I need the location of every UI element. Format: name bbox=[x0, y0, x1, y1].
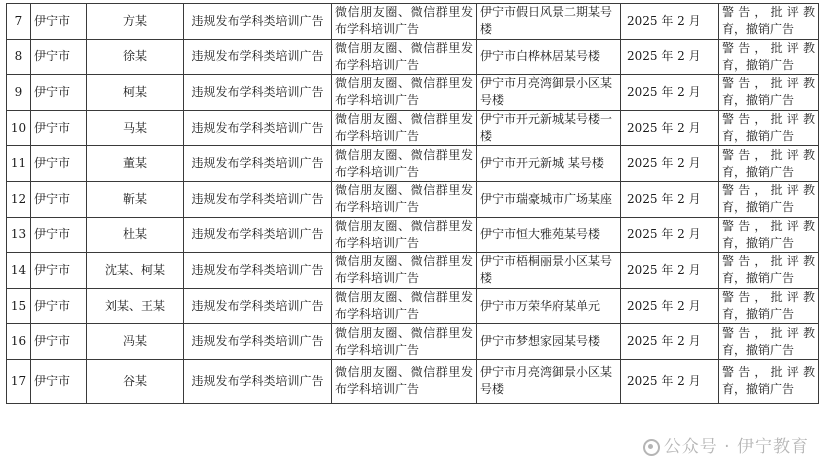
date-cell: 2025 年 2 月 bbox=[621, 253, 719, 289]
table-row bbox=[7, 4, 819, 40]
row-index: 17 bbox=[7, 359, 31, 403]
violation-type-cell: 违规发布学科类培训广告 bbox=[184, 75, 332, 111]
row-index: 7 bbox=[7, 4, 31, 40]
penalty-cell: 警 告 ， 批 评 教育，撤销广告 bbox=[719, 4, 819, 40]
name-cell: 谷某 bbox=[87, 359, 184, 403]
penalty-cell: 警 告 ， 批 评 教育，撤销广告 bbox=[719, 288, 819, 324]
address-cell: 伊宁市万荣华府某单元 bbox=[477, 288, 621, 324]
name-cell: 刘某、王某 bbox=[87, 288, 184, 324]
date-cell: 2025 年 2 月 bbox=[621, 324, 719, 360]
violation-type-cell: 违规发布学科类培训广告 bbox=[184, 253, 332, 289]
penalty-cell: 警 告 ， 批 评 教育，撤销广告 bbox=[719, 75, 819, 111]
table-row bbox=[7, 181, 819, 217]
address-cell: 伊宁市白桦林居某号楼 bbox=[477, 39, 621, 75]
city-cell: 伊宁市 bbox=[31, 110, 87, 146]
address-cell: 伊宁市开元新城某号楼一楼 bbox=[477, 110, 621, 146]
date-cell: 2025 年 2 月 bbox=[621, 146, 719, 182]
penalty-cell: 警 告 ， 批 评 教育，撤销广告 bbox=[719, 217, 819, 253]
penalty-cell: 警 告 ， 批 评 教育，撤销广告 bbox=[719, 146, 819, 182]
address-cell: 伊宁市月亮湾御景小区某号楼 bbox=[477, 75, 621, 111]
address-cell: 伊宁市梧桐丽景小区某号楼 bbox=[477, 253, 621, 289]
penalty-cell: 警 告 ， 批 评 教育，撤销广告 bbox=[719, 110, 819, 146]
channel-cell: 微信朋友圈、微信群里发布学科培训广告 bbox=[332, 146, 477, 182]
table-row bbox=[7, 110, 819, 146]
wechat-icon bbox=[643, 439, 660, 456]
violation-type-cell: 违规发布学科类培训广告 bbox=[184, 181, 332, 217]
row-index: 9 bbox=[7, 75, 31, 111]
watermark bbox=[643, 432, 809, 457]
date-cell: 2025 年 2 月 bbox=[621, 217, 719, 253]
row-index: 14 bbox=[7, 253, 31, 289]
city-cell: 伊宁市 bbox=[31, 288, 87, 324]
city-cell: 伊宁市 bbox=[31, 4, 87, 40]
name-cell: 马某 bbox=[87, 110, 184, 146]
violation-type-cell: 违规发布学科类培训广告 bbox=[184, 39, 332, 75]
table-body bbox=[7, 4, 819, 404]
violation-type-cell: 违规发布学科类培训广告 bbox=[184, 4, 332, 40]
date-cell: 2025 年 2 月 bbox=[621, 39, 719, 75]
violation-type-cell: 违规发布学科类培训广告 bbox=[184, 288, 332, 324]
table-row bbox=[7, 288, 819, 324]
date-cell: 2025 年 2 月 bbox=[621, 4, 719, 40]
channel-cell: 微信朋友圈、微信群里发布学科培训广告 bbox=[332, 359, 477, 403]
table-row bbox=[7, 324, 819, 360]
address-cell: 伊宁市梦想家园某号楼 bbox=[477, 324, 621, 360]
row-index: 16 bbox=[7, 324, 31, 360]
city-cell: 伊宁市 bbox=[31, 217, 87, 253]
row-index: 11 bbox=[7, 146, 31, 182]
name-cell: 徐某 bbox=[87, 39, 184, 75]
violation-type-cell: 违规发布学科类培训广告 bbox=[184, 324, 332, 360]
name-cell: 沈某、柯某 bbox=[87, 253, 184, 289]
name-cell: 靳某 bbox=[87, 181, 184, 217]
violation-type-cell: 违规发布学科类培训广告 bbox=[184, 359, 332, 403]
date-cell: 2025 年 2 月 bbox=[621, 359, 719, 403]
table-row bbox=[7, 359, 819, 403]
violation-type-cell: 违规发布学科类培训广告 bbox=[184, 146, 332, 182]
name-cell: 董某 bbox=[87, 146, 184, 182]
penalty-table bbox=[6, 3, 819, 404]
city-cell: 伊宁市 bbox=[31, 146, 87, 182]
row-index: 12 bbox=[7, 181, 31, 217]
name-cell: 杜某 bbox=[87, 217, 184, 253]
penalty-cell: 警 告 ， 批 评 教育，撤销广告 bbox=[719, 359, 819, 403]
channel-cell: 微信朋友圈、微信群里发布学科培训广告 bbox=[332, 253, 477, 289]
channel-cell: 微信朋友圈、微信群里发布学科培训广告 bbox=[332, 4, 477, 40]
violation-type-cell: 违规发布学科类培训广告 bbox=[184, 110, 332, 146]
table-row bbox=[7, 146, 819, 182]
address-cell: 伊宁市月亮湾御景小区某号楼 bbox=[477, 359, 621, 403]
channel-cell: 微信朋友圈、微信群里发布学科培训广告 bbox=[332, 110, 477, 146]
date-cell: 2025 年 2 月 bbox=[621, 288, 719, 324]
row-index: 10 bbox=[7, 110, 31, 146]
channel-cell: 微信朋友圈、微信群里发布学科培训广告 bbox=[332, 217, 477, 253]
table-row bbox=[7, 253, 819, 289]
address-cell: 伊宁市瑞豪城市广场某座 bbox=[477, 181, 621, 217]
channel-cell: 微信朋友圈、微信群里发布学科培训广告 bbox=[332, 324, 477, 360]
table-row bbox=[7, 75, 819, 111]
violation-type-cell: 违规发布学科类培训广告 bbox=[184, 217, 332, 253]
channel-cell: 微信朋友圈、微信群里发布学科培训广告 bbox=[332, 39, 477, 75]
city-cell: 伊宁市 bbox=[31, 181, 87, 217]
date-cell: 2025 年 2 月 bbox=[621, 181, 719, 217]
table-row bbox=[7, 217, 819, 253]
date-cell: 2025 年 2 月 bbox=[621, 75, 719, 111]
city-cell: 伊宁市 bbox=[31, 39, 87, 75]
penalty-cell: 警 告 ， 批 评 教育，撤销广告 bbox=[719, 324, 819, 360]
name-cell: 柯某 bbox=[87, 75, 184, 111]
watermark-text: 公众号 · 伊宁教育 bbox=[663, 437, 809, 457]
row-index: 15 bbox=[7, 288, 31, 324]
city-cell: 伊宁市 bbox=[31, 75, 87, 111]
address-cell: 伊宁市开元新城 某号楼 bbox=[477, 146, 621, 182]
city-cell: 伊宁市 bbox=[31, 359, 87, 403]
penalty-cell: 警 告 ， 批 评 教育，撤销广告 bbox=[719, 181, 819, 217]
penalty-cell: 警 告 ， 批 评 教育，撤销广告 bbox=[719, 253, 819, 289]
channel-cell: 微信朋友圈、微信群里发布学科培训广告 bbox=[332, 181, 477, 217]
row-index: 13 bbox=[7, 217, 31, 253]
row-index: 8 bbox=[7, 39, 31, 75]
table-row bbox=[7, 39, 819, 75]
city-cell: 伊宁市 bbox=[31, 324, 87, 360]
city-cell: 伊宁市 bbox=[31, 253, 87, 289]
channel-cell: 微信朋友圈、微信群里发布学科培训广告 bbox=[332, 75, 477, 111]
name-cell: 方某 bbox=[87, 4, 184, 40]
address-cell: 伊宁市恒大雅苑某号楼 bbox=[477, 217, 621, 253]
channel-cell: 微信朋友圈、微信群里发布学科培训广告 bbox=[332, 288, 477, 324]
penalty-cell: 警 告 ， 批 评 教育，撤销广告 bbox=[719, 39, 819, 75]
date-cell: 2025 年 2 月 bbox=[621, 110, 719, 146]
name-cell: 冯某 bbox=[87, 324, 184, 360]
address-cell: 伊宁市假日风景二期某号楼 bbox=[477, 4, 621, 40]
